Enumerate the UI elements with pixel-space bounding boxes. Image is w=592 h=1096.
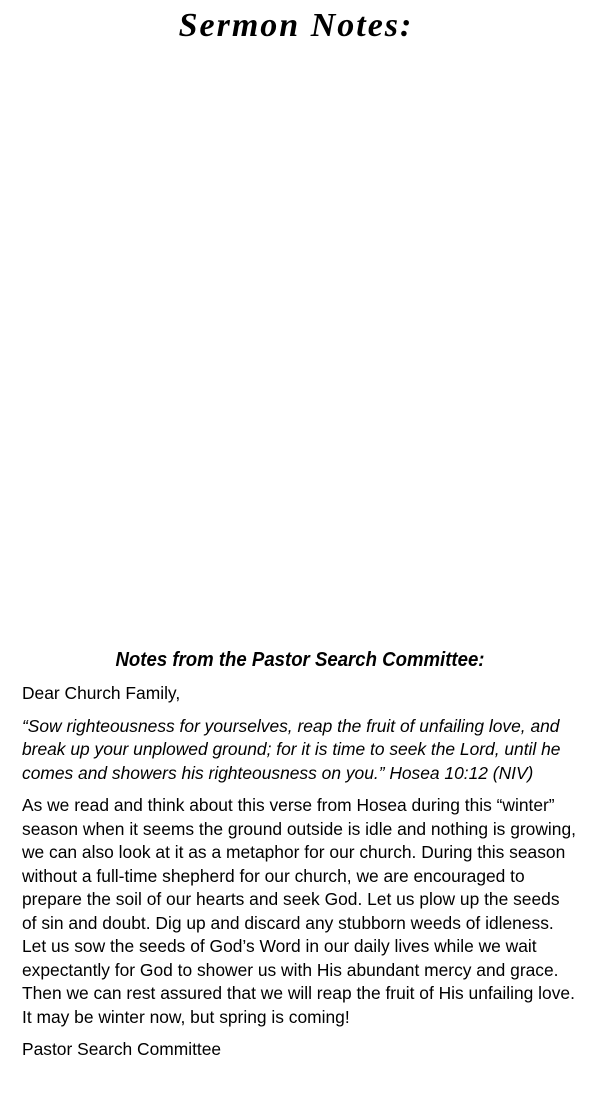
greeting: Dear Church Family,	[22, 683, 181, 703]
committee-heading: Notes from the Pastor Search Committee:	[115, 649, 485, 671]
sermon-notes-title: Sermon Notes:	[178, 7, 414, 44]
scripture-verse: “Sow righteousness for yourselves, reap the fruit of unfailing love, and break up your unplowed ground; for it is time to seek the Lord, until he comes and showers his righteousness on you.” Hosea 10:12 (NIV)	[22, 715, 561, 783]
sermon-notes-blank-area	[22, 56, 572, 636]
pastor-search-committee-section	[22, 646, 578, 1062]
committee-message: As we read and think about this verse from Hosea during this “winter” season when it seems the ground outside is idle and nothing is growing, we can also look at it as a metaphor for our church. During this season without a full-time shepherd for our church, we are encouraged to prepare the soil of our hearts and seek God. Let us plow up the seeds of sin and doubt. Dig up and discard any stubborn weeds of idleness. Let us sow the seeds of God’s Word in our daily lives while we wait expectantly for God to shower us with His abundant mercy and grace. Then we can rest assured that we will reap the fruit of His unfailing love. It may be winter now, but spring is coming!	[22, 795, 576, 1027]
committee-signature: Pastor Search Committee	[22, 1039, 222, 1059]
